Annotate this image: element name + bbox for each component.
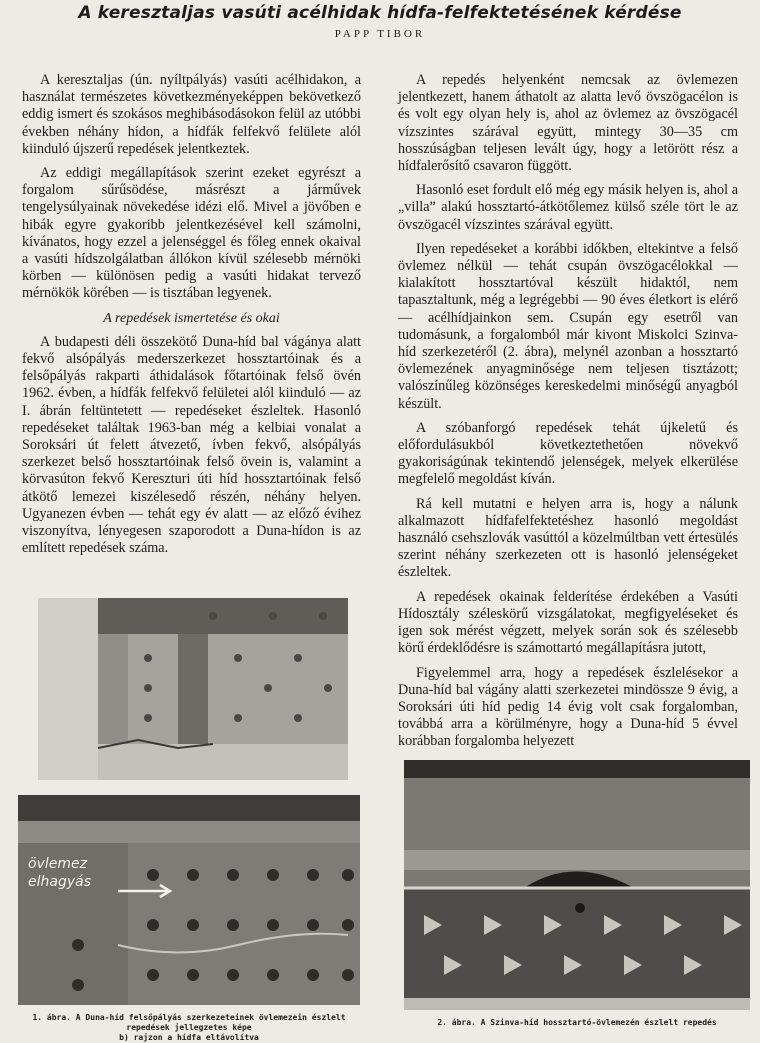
caption-line: b) rajzon a hídfa eltávolítva (119, 1033, 259, 1042)
paragraph: Az eddigi megállapítások szerint ezeket egyrészt a forgalom sűrűsödése, másrészt a járművek tengelysúlyainak növekedése idézi elő. Mivel a jövőben e hibák egyre gyakoribb jelentkezésével kell számolni, kívánatos, hogy ezzel a jelenséggel és főleg ennek okaival a vasúti hídszolgálatban állókon kívül szélesebb mérnöki körben — különösen pedig a vasúti hidakat tervező mérnökök körében — is tisztában legyenek. (22, 165, 361, 302)
article-title: A keresztaljas vasúti acélhidak hídfa-felfektetésének kérdése (78, 3, 682, 23)
paragraph: A keresztaljas (ún. nyíltpályás) vasúti acélhidakon, a használat természetes következményeképpen bekövetkező eddig ismert és szokásos meghibásodásokon felül az utóbbi években néhány hídon, a hídfák felfekvő felülete alól kiinduló újszerű repedések jelentkeztek. (22, 72, 361, 157)
paragraph: Hasonló eset fordult elő még egy másik helyen is, ahol a „villa” alakú hossztartó-átkötőlemez külső széle tört le az övszögacél vízszintes szárával együtt. (398, 182, 738, 233)
photo-handwritten-label (28, 855, 91, 891)
paragraph: A repedés helyenként nemcsak az övlemezen jelentkezett, hanem áthatolt az alatta levő övszögacélon is és volt egy olyan hely is, ahol az övlemez az övszögacél vízszintes szárával együtt, mintegy 30—35 cm hosszúságban teljesen levált úgy, hogy a letörött rész a hídfalerősítő csavaron függött. (398, 72, 738, 175)
label-line: elhagyás (28, 874, 91, 890)
section-heading: A repedések ismertetése és okai (103, 310, 280, 326)
figure-1-caption (14, 1013, 364, 1043)
paragraph: A szóbanforgó repedések tehát újkeletű és előfordulásukból következtethetően növekvő gyakoriságúnak tekintendő jelenségek, melyek elkerülése megfelelő megoldást kíván. (398, 419, 738, 488)
paragraph: A repedések okainak felderítése érdekében a Vasúti Hídosztály széleskörű vizsgálatokat, megfigyeléseket és igen sok mérést végzett, melyek során sok és szélesebb körű érdeklődésre is számottartó megállapításra jutott, (398, 588, 738, 657)
caption-line: 1. ábra. A Duna-híd felsőpályás szerkezeteinek övlemezein észlelt repedések jellegzetes képe (32, 1013, 346, 1032)
figure-2-photo (404, 760, 750, 1010)
right-column (398, 72, 738, 758)
paragraph: Rá kell mutatni e helyen arra is, hogy a nálunk alkalmazott hídfafelfektetéshez hasonló megoldást használó csehszlovák vasúttól a közelmúltban vett értesülés szerint néhány szerkezeten ott is hasonló jelenségeket észleltek. (398, 495, 738, 581)
figure-2-caption: 2. ábra. A Szinva-híd hossztartó-övlemezén észlelt repedés (437, 1018, 717, 1027)
paragraph: Ilyen repedéseket a korábbi időkben, eltekintve a felső övlemez nélkül — tehát csupán övszögacélokkal — kialakított hossztartóval készült hidaktól, nem tapasztaltunk, még a legrégebbi — 90 éves életkort is elérő — acélhídjainkon sem. Csupán egy esetről van tudomásunk, a forgalomból már kivont Miskolci Szinva-híd szerkezetéről (2. ábra), melynél azonban a hossztartó övlemezének anyagminősége nem teljesen tisztázott; valószínűleg közönséges kereskedelmi minőségű anyagból készült. (398, 240, 738, 412)
author-name: PAPP TIBOR (334, 28, 426, 40)
left-column (22, 72, 361, 564)
paragraph: Figyelemmel arra, hogy a repedések észlelésekor a Duna-híd bal vágány alatti szerkezetei mindössze 9 évig, a Soroksári úti híd pedig 14 évig volt csak forgalomban, továbbá arra a körülményre, hogy a Duna-híd 5 évvel korábban forgalomba helyezett (398, 664, 738, 750)
figure-1a-photo (38, 598, 348, 780)
label-line: övlemez (28, 856, 87, 872)
figure-1b-photo (18, 795, 360, 1005)
paragraph: A budapesti déli összekötő Duna-híd bal vágánya alatt fekvő alsópályás mederszerkezet hossztartóinak és a felsőpályás rakparti áthidalások főtartóinak felső övén 1962. évben, a hídfák felfekvő felületei alól kiinduló — az I. ábrán feltüntetett — repedéseket észleltek. Hasonló repedéseket találtak 1963-ban még a kelbiai vonalat a Soroksári út felett átvezető, ívben fekvő, alsópályás szerkezet belső hossztartóinak felső övein is, valamint a körvasúton fekvő Kereszturi úti híd hossztartóinak felső átkötő lemezei kiszélesedő részén, néhány helyen. Ugyanezen évben — tehát egy év alatt — az előző évihez viszonyítva, lényegesen szaporodott a Duna-hídon is az említett repedések száma. (22, 333, 361, 557)
